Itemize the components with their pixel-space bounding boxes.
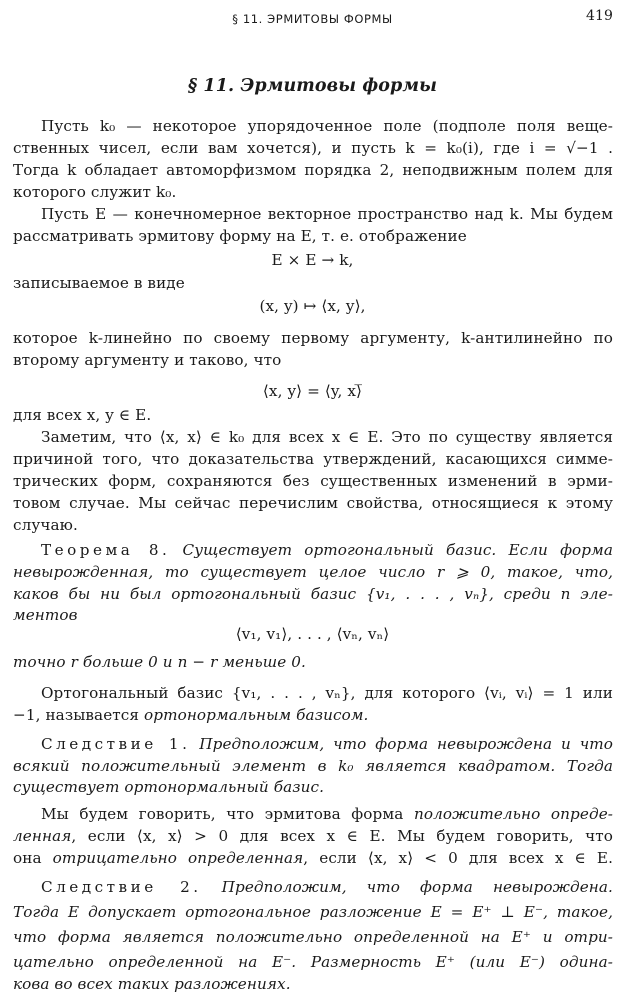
corollary-text: Предположим, что форма невырождена и что	[199, 735, 613, 753]
corollary-line: Тогда E допускает ортогональное разложение E = E⁺ ⊥ E⁻, такое,	[13, 903, 613, 921]
theorem-8-line	[13, 540, 613, 560]
paragraph-line: ственных чисел, если вам хочется), и пусть k = k₀(i), где i = √−1 .	[13, 139, 613, 157]
paragraph-line: рассматривать эрмитову форму на E, т. е. отображение	[13, 227, 467, 245]
paragraph-line: Пусть E — конечномерное векторное пространство над k. Мы будем	[41, 205, 613, 223]
paragraph-line: причиной того, что доказательства утверждений, касающихся симме-	[13, 450, 613, 468]
paragraph-line: товом случае. Мы сейчас перечислим свойства, относящиеся к этому	[13, 494, 613, 512]
corollary-label: Следствие 1.	[41, 735, 191, 753]
theorem-label: Теорема 8.	[41, 541, 171, 559]
running-header: § 11. ЭРМИТОВЫ ФОРМЫ	[232, 12, 393, 26]
display-formula: ⟨x, y⟩ = ⟨y, x⟩̅	[262, 382, 363, 400]
paragraph-line: Ортогональный базис {v₁, . . . , vₙ}, для которого ⟨vᵢ, vᵢ⟩ = 1 или	[41, 684, 613, 702]
display-formula: E × E → k,	[271, 251, 354, 269]
display-formula: ⟨v₁, v₁⟩, . . . , ⟨vₙ, vₙ⟩	[235, 625, 390, 643]
section-title: § 11. Эрмитовы формы	[187, 76, 438, 96]
paragraph-line: Заметим, что ⟨x, x⟩ ∈ k₀ для всех x ∈ E. Это по существу является	[41, 428, 613, 446]
paragraph-line: Тогда k обладает автоморфизмом порядка 2, неподвижным полем для	[13, 161, 613, 179]
theorem-text: Существует ортогональный базис. Если форма	[182, 541, 613, 559]
corollary-2-line	[13, 877, 613, 897]
corollary-line: что форма является положительно определенной на E⁺ и отри-	[13, 928, 613, 946]
paragraph-line: трических форм, сохраняются без существенных изменений в эрми-	[13, 472, 613, 490]
paragraph-line: она отрицательно определенная, если ⟨x, x⟩ < 0 для всех x ∈ E.	[13, 849, 613, 867]
term-positive-definite: положительно опреде-	[413, 805, 614, 823]
paragraph-line: которое k-линейно по своему первому аргументу, k-антилинейно по	[13, 329, 613, 347]
paragraph-line: Пусть k₀ — некоторое упорядоченное поле (подполе поля веще-	[41, 117, 613, 135]
corollary-1-line	[13, 734, 613, 754]
theorem-line: каков бы ни был ортогональный базис {v₁, . . . , vₙ}, среди n эле-	[13, 585, 613, 603]
paragraph-line: Мы будем говорить, что эрмитова форма положительно опреде-	[41, 805, 614, 823]
theorem-line: невырожденная, то существует целое число r ⩾ 0, такое, что,	[13, 563, 613, 581]
corollary-line: существует ортонормальный базис.	[13, 778, 325, 796]
corollary-line: цательно определенной на E⁻. Размерность E⁺ (или E⁻) одина-	[13, 953, 613, 971]
paragraph-line: для всех x, y ∈ E.	[13, 406, 152, 424]
paragraph-line: второму аргументу и таково, что	[13, 351, 282, 369]
page-number: 419	[585, 8, 613, 24]
corollary-line: всякий положительный элемент в k₀ является квадратом. Тогда	[13, 757, 613, 775]
paragraph-line: которого служит k₀.	[13, 183, 177, 201]
paragraph-line: ленная, если ⟨x, x⟩ > 0 для всех x ∈ E. Мы будем говорить, что	[13, 827, 613, 845]
theorem-line: ментов	[13, 606, 78, 624]
paragraph-line: −1, называется ортонормальным базисом.	[13, 706, 369, 724]
corollary-label: Следствие 2.	[41, 878, 202, 896]
theorem-line: точно r больше 0 и n − r меньше 0.	[13, 653, 306, 671]
paragraph-line: случаю.	[13, 516, 78, 534]
term-negative-definite: отрицательно определенная	[52, 849, 304, 867]
display-formula: (x, y) ↦ ⟨x, y⟩,	[259, 297, 366, 315]
paragraph-line: записываемое в виде	[13, 274, 185, 292]
corollary-line: кова во всех таких разложениях.	[13, 975, 291, 993]
corollary-text: Предположим, что форма невырождена.	[221, 878, 613, 896]
term-orthonormal-basis: ортонормальным базисом.	[144, 706, 369, 724]
